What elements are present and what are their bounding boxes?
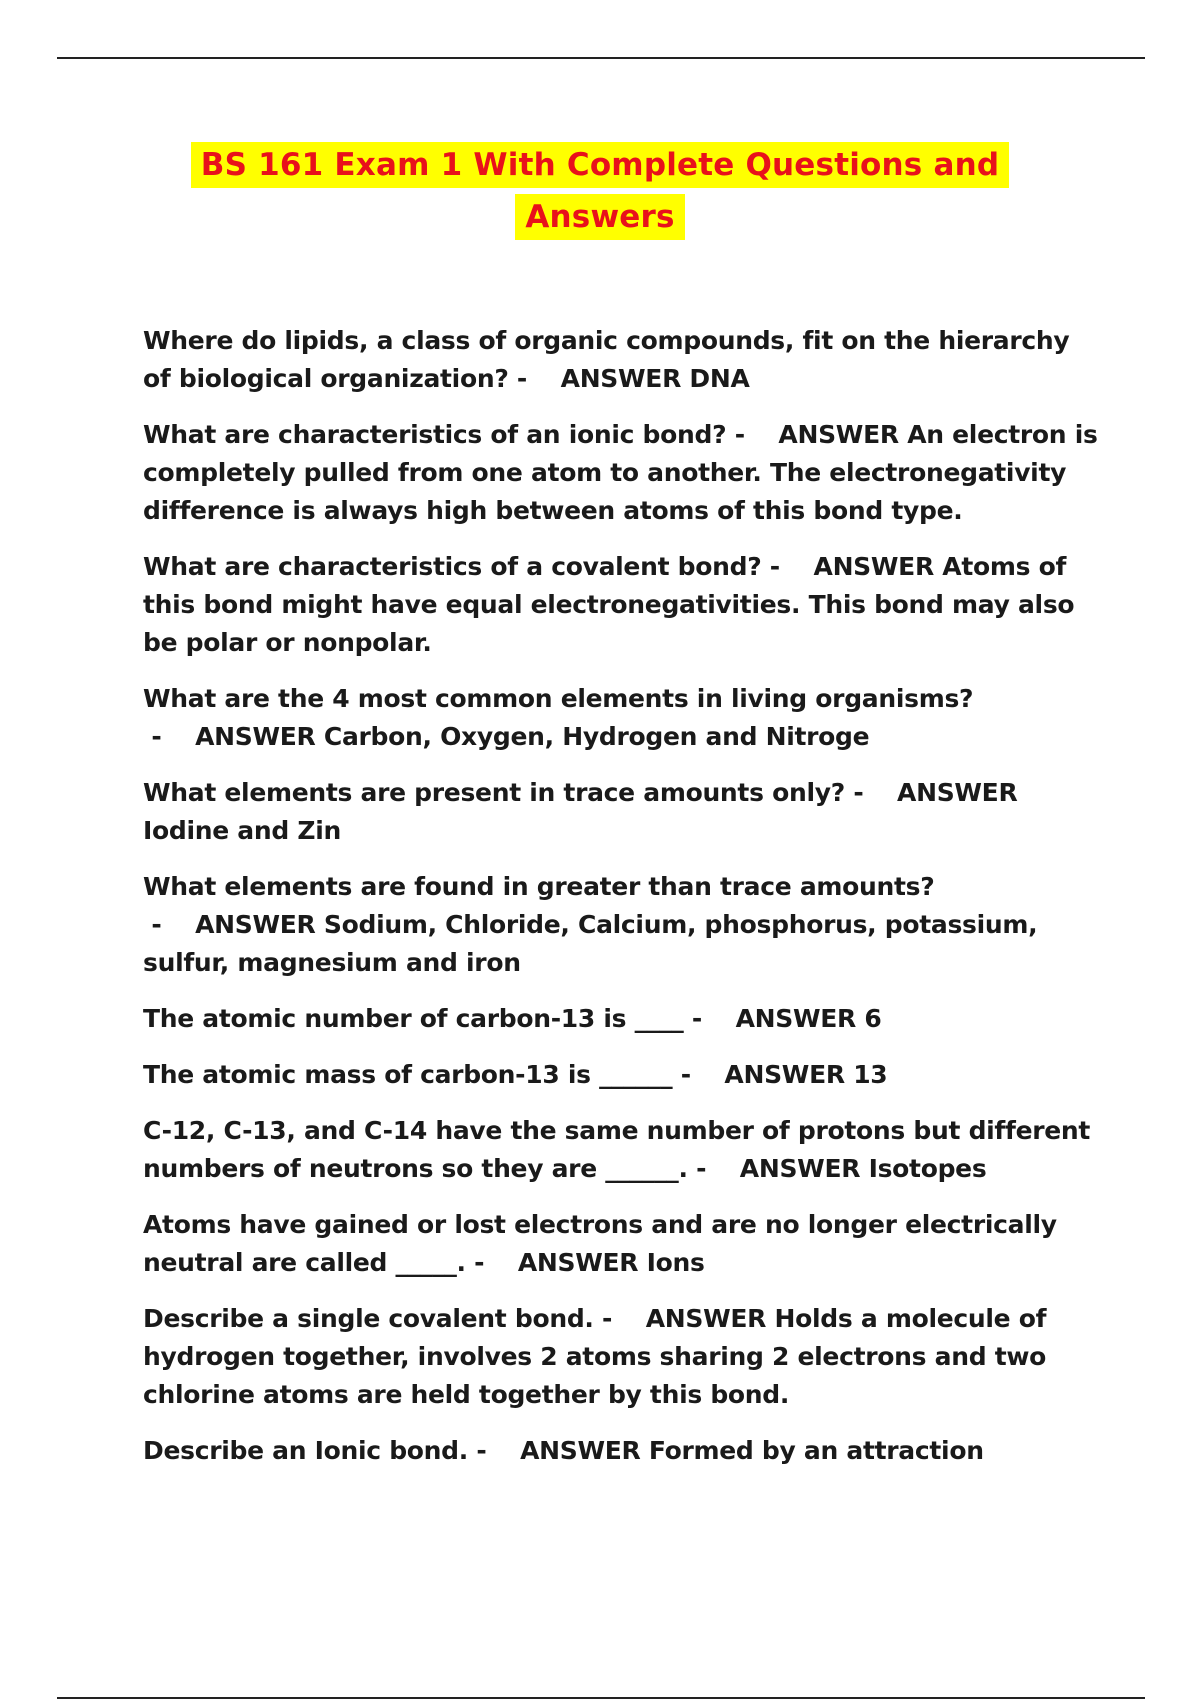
- qa-separator: -: [465, 1248, 518, 1277]
- answer-text: ANSWER 6: [735, 1004, 882, 1033]
- qa-separator: -: [761, 552, 814, 581]
- question-text: What elements are found in greater than trace amounts?: [143, 872, 935, 901]
- qa-item: [143, 1000, 1103, 1038]
- question-text: Describe a single covalent bond.: [143, 1304, 594, 1333]
- question-text: What are the 4 most common elements in living organisms?: [143, 684, 974, 713]
- qa-separator: -: [593, 1304, 646, 1333]
- document-title: [0, 142, 1200, 240]
- answer-text: ANSWER Isotopes: [739, 1154, 987, 1183]
- question-text: The atomic number of carbon-13 is ____: [143, 1004, 684, 1033]
- question-text: Where do lipids, a class of organic compounds, fit on the hierarchy of biological organization?: [143, 326, 1070, 393]
- question-text: What elements are present in trace amounts only?: [143, 778, 845, 807]
- qa-separator: -: [672, 1060, 725, 1089]
- question-text: The atomic mass of carbon-13 is ______: [143, 1060, 673, 1089]
- qa-item: [143, 322, 1103, 398]
- qa-item: [143, 774, 1103, 850]
- qa-item: [143, 1300, 1103, 1414]
- answer-text: ANSWER Formed by an attraction: [520, 1436, 984, 1465]
- qa-separator: -: [508, 364, 561, 393]
- footer-rule: [57, 1697, 1145, 1699]
- title-line-1: BS 161 Exam 1 With Complete Questions and: [191, 142, 1009, 188]
- qa-separator: -: [726, 420, 779, 449]
- answer-text: ANSWER 13: [724, 1060, 888, 1089]
- question-text: Describe an Ionic bond.: [143, 1436, 468, 1465]
- qa-item: [143, 1206, 1103, 1282]
- qa-separator: -: [687, 1154, 740, 1183]
- qa-item: [143, 416, 1103, 530]
- answer-text: ANSWER DNA: [560, 364, 750, 393]
- question-text: What are characteristics of an ionic bond?: [143, 420, 727, 449]
- qa-item: [143, 1056, 1103, 1094]
- qa-separator: -: [143, 722, 196, 751]
- answer-text: ANSWER Iodine and Zin: [143, 778, 1018, 845]
- qa-list: [143, 322, 1103, 1488]
- question-text: What are characteristics of a covalent bond?: [143, 552, 762, 581]
- header-rule: [57, 57, 1145, 59]
- qa-item: [143, 1112, 1103, 1188]
- qa-item: [143, 548, 1103, 662]
- qa-separator: -: [467, 1436, 521, 1465]
- question-text: C-12, C-13, and C-14 have the same number of protons but different numbers of neutrons so they are ______.: [143, 1116, 1091, 1183]
- title-line-2: Answers: [515, 194, 684, 240]
- qa-separator: -: [844, 778, 898, 807]
- answer-text: ANSWER Sodium, Chloride, Calcium, phosphorus, potassium, sulfur, magnesium and iron: [143, 910, 1038, 977]
- answer-text: ANSWER Holds a molecule of hydrogen together, involves 2 atoms sharing 2 electrons and two chlorine atoms are held together by this bond.: [143, 1304, 1047, 1409]
- question-text: Atoms have gained or lost electrons and are no longer electrically neutral are called _____.: [143, 1210, 1057, 1277]
- answer-text: ANSWER An electron is completely pulled from one atom to another. The electronegativity difference is always high between atoms of this bond type.: [143, 420, 1098, 525]
- qa-item: [143, 868, 1103, 982]
- answer-text: ANSWER Carbon, Oxygen, Hydrogen and Nitroge: [195, 722, 870, 751]
- answer-text: ANSWER Atoms of this bond might have equal electronegativities. This bond may also be polar or nonpolar.: [143, 552, 1075, 657]
- qa-item: [143, 1432, 1103, 1470]
- qa-separator: -: [683, 1004, 736, 1033]
- answer-text: ANSWER Ions: [517, 1248, 705, 1277]
- qa-separator: -: [143, 910, 196, 939]
- qa-item: [143, 680, 1103, 756]
